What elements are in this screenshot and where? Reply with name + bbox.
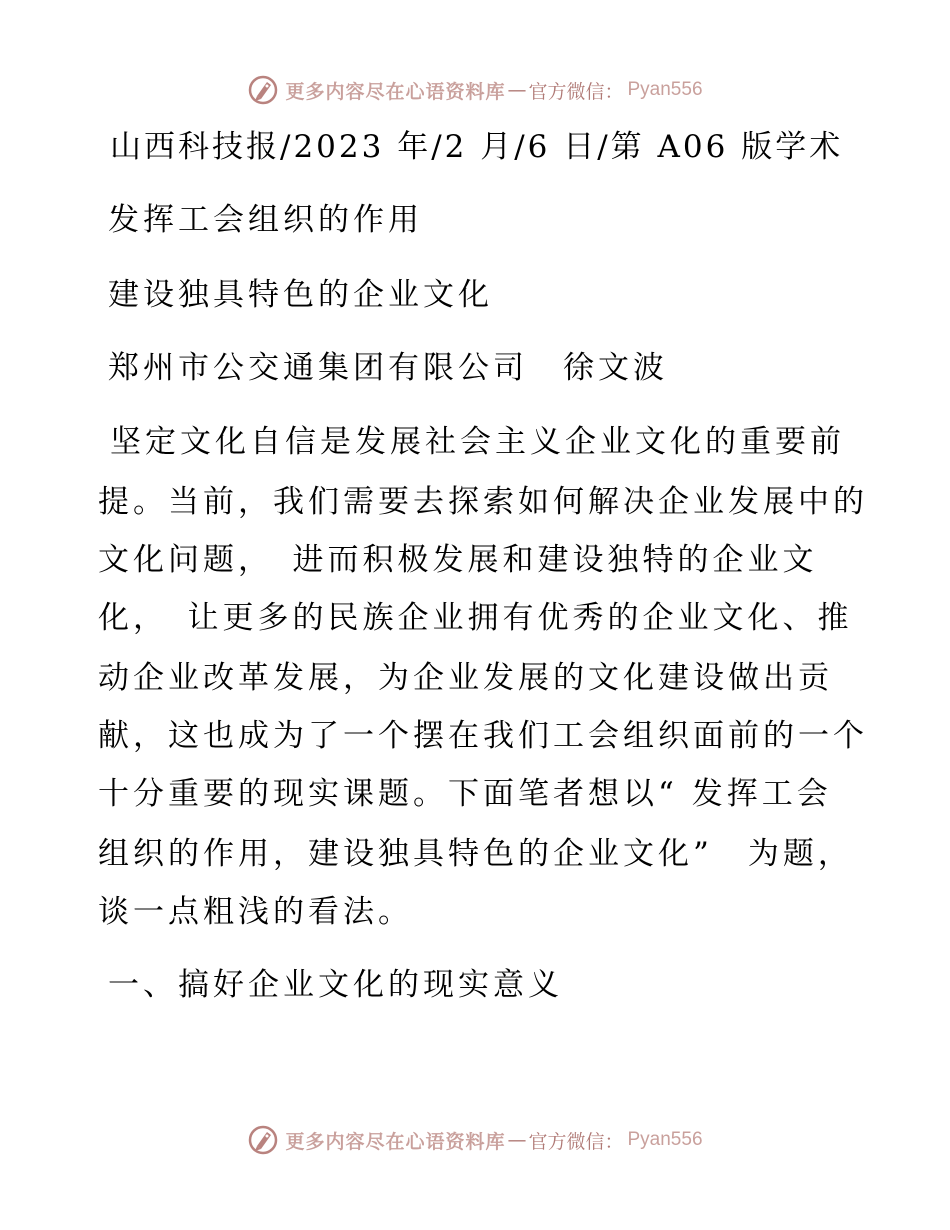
watermark-wechat-label: 官方微信： bbox=[528, 80, 624, 103]
article-title-line2: 建设独具特色的企业文化 bbox=[108, 277, 493, 313]
watermark-separator: — bbox=[507, 79, 527, 101]
article-byline: 郑州市公交通集团有限公司 徐文波 bbox=[108, 350, 668, 386]
body-line: 动企业改革发展，为企业发展的文化建设做出贡 bbox=[98, 660, 833, 696]
watermark-separator: — bbox=[507, 1129, 527, 1151]
body-line: 坚定文化自信是发展社会主义企业文化的重要前 bbox=[110, 424, 845, 460]
watermark-text: 更多内容尽在心语资料库 bbox=[285, 1130, 506, 1153]
article-source: 山西科技报/2023 年/2 月/6 日/第 A06 版学术 bbox=[110, 129, 844, 165]
watermark-top bbox=[0, 70, 950, 110]
pen-nib-logo-icon bbox=[247, 1124, 279, 1156]
article-title-line1: 发挥工会组织的作用 bbox=[108, 202, 423, 238]
watermark-wechat-label: 官方微信： bbox=[528, 1130, 624, 1153]
body-line: 十分重要的现实课题。下面笔者想以“ 发挥工会 bbox=[98, 776, 832, 812]
watermark-wechat-id: Pyan556 bbox=[627, 79, 703, 100]
body-line: 文化问题， 进而积极发展和建设独特的企业文 bbox=[98, 542, 818, 578]
pen-nib-logo-icon bbox=[247, 74, 279, 106]
watermark-wechat-id: Pyan556 bbox=[627, 1129, 703, 1150]
watermark-bottom bbox=[0, 1120, 950, 1160]
body-line: 献，这也成为了一个摆在我们工会组织面前的一个 bbox=[98, 718, 868, 754]
body-line: 谈一点粗浅的看法。 bbox=[98, 894, 413, 930]
body-line: 化， 让更多的民族企业拥有优秀的企业文化、推 bbox=[98, 600, 853, 636]
watermark-text: 更多内容尽在心语资料库 bbox=[285, 80, 506, 103]
body-line: 提。当前，我们需要去探索如何解决企业发展中的 bbox=[98, 484, 868, 520]
body-line: 组织的作用，建设独具特色的企业文化” 为题， bbox=[98, 836, 853, 872]
section-heading: 一、搞好企业文化的现实意义 bbox=[108, 967, 563, 1003]
